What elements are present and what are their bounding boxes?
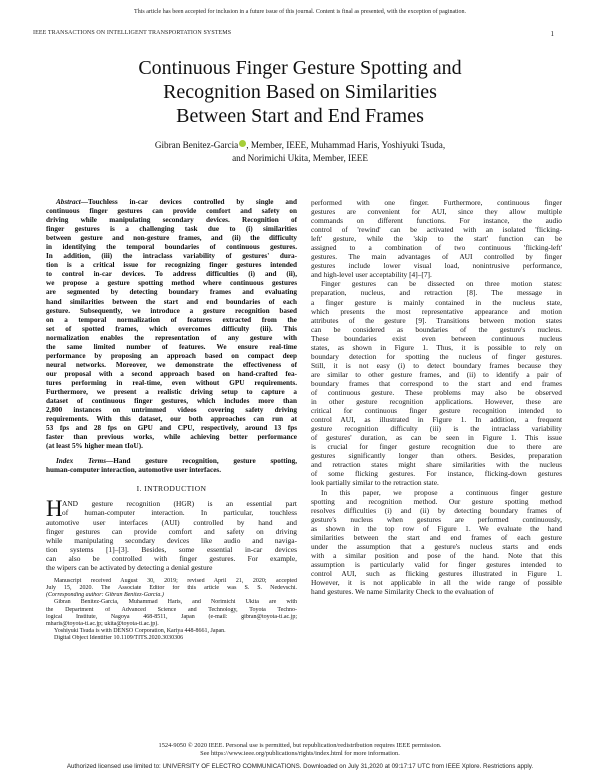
paper-title <box>40 56 560 128</box>
body-paragraph-2 <box>311 279 562 487</box>
abstract-line <box>46 198 297 207</box>
body-line: gesture recognition difficulty (iii) is the intraclass variability <box>311 424 562 434</box>
body-paragraph-1 <box>311 198 562 279</box>
body-line: hand gestures. We name Similarity Check to the evaluation of <box>311 587 494 597</box>
body-line: under the assumption that a gesture's nucleus starts and ends <box>311 541 562 551</box>
body-line: gestures significantly longer than others. Besides, preparation <box>311 451 562 461</box>
abstract-line: set of spotted frames, which overcomes difficulty (iii). This <box>46 324 297 333</box>
body-line: control of 'rewind' can be activated with an isolated 'flicking- <box>311 225 562 235</box>
body-line: of continuous gesture. These problems may also be observed <box>311 387 562 397</box>
body-line: as shown in the top row of Figure 1. We evaluate the hand <box>311 523 562 533</box>
body-paragraph-3 <box>311 488 562 597</box>
author-list <box>40 139 560 165</box>
index-terms <box>46 457 297 475</box>
page-number: 1 <box>550 30 554 38</box>
intro-line: can also be controlled with finger gestures. For example, <box>46 553 297 563</box>
body-line: control AUI, such as flicking gestures illustrated in Figure 1. <box>311 568 562 578</box>
footnote-line: (Corresponding author: Gibran Benitez-Garcia.) <box>46 592 164 599</box>
body-line: commands on different functions. For instance, the audio <box>311 216 562 226</box>
intro-line: automotive user interfaces (AUI) controlled by hand and <box>46 517 297 527</box>
body-line: gestures. The main advantages of AUI controlled by finger <box>311 252 562 262</box>
abstract-line: driving while manipulating secondary devices. Recognition of <box>46 216 297 225</box>
abstract-line: hand similarities between the start and end boundaries of each <box>46 297 297 306</box>
abstract-lead: Abstract <box>56 198 81 206</box>
intro-line: while manipulating secondary devices like audio and naviga- <box>46 535 297 545</box>
footnote-line: mharis@toyota-ti.ac.jp; ukita@toyota-ti.ac.jp). <box>46 621 159 627</box>
body-line: performed with one finger. Furthermore, continuous finger <box>311 198 562 207</box>
abstract-line: on a temporal normalization of features extracted from the <box>46 315 297 324</box>
body-line: left' gesture, while the 'skip to the start' function can be <box>311 234 562 244</box>
body-line: However, it is not applicable in all the wide range of possible <box>311 577 562 587</box>
abstract-line: Furthermore, we present a realistic driving setup to capture a <box>46 387 297 396</box>
abstract-line: between gesture and non-gesture frames, and (ii) the difficulty <box>46 234 297 243</box>
abstract-line: continuous finger gestures can provide comfort and safety on <box>46 207 297 216</box>
body-line: is crucial for finger gesture recognition due to there are <box>311 442 562 452</box>
title-line: Between Start and End Frames <box>176 105 424 127</box>
body-line: gestures are convenient for AUI, since they allow multiple <box>311 207 562 217</box>
body-line: boundary frames that correspond to the start and end frames <box>311 378 562 388</box>
body-line: can be considered as boundaries of the gesture's nucleus. <box>311 324 562 334</box>
abstract-line: (at least 5% higher mean tIoU). <box>46 442 143 451</box>
abstract-line: finger gestures is a challenging task due to (i) similarities <box>46 225 297 234</box>
body-line: of gestures' duration, as can be seen in Figure 1. This issue <box>311 433 562 443</box>
index-terms-lead: Index Terms <box>56 457 107 466</box>
abstract-text: —Touchless in-car devices controlled by single and <box>80 198 297 206</box>
body-line: critical for continuous finger gesture recognition intended to <box>311 406 562 416</box>
body-line: These boundaries exist even between continuous nucleus <box>311 333 562 343</box>
abstract-line: neural networks. Moreover, we demonstrate the effectiveness of <box>46 360 297 369</box>
abstract-line: performance by proposing an approach based on compact deep <box>46 351 297 360</box>
body-line: of some flicking gestures. For instance, flicking-down gestures <box>311 469 562 479</box>
abstract-line: are segmented by detecting boundary frames and evaluating <box>46 288 297 297</box>
author-name: Gibran Benitez-Garcia <box>154 140 239 150</box>
intro-line: finger gestures can provide comfort and safety on driving <box>46 526 297 536</box>
body-line: and retraction states might share similarities with the nucleus <box>311 460 562 470</box>
journal-running-head: IEEE TRANSACTIONS ON INTELLIGENT TRANSPORTATION SYSTEMS <box>33 30 232 36</box>
body-line: states, as shown in Figure 1. Thus, it is possible to rely on <box>311 342 562 352</box>
section-heading-introduction: I. INTRODUCTION <box>136 484 207 494</box>
footnote-line: July 15, 2020. The Associate Editor for this article was S. S. Nedevschi. <box>46 584 297 591</box>
body-line: attributes of the gesture [9]. Transitions between motion states <box>311 315 562 325</box>
title-line: Recognition Based on Similarities <box>163 81 437 103</box>
body-line: In this paper, we propose a continuous finger gesture <box>321 487 562 497</box>
index-terms-line: human-computer interaction, automotive user interfaces. <box>46 466 222 475</box>
footnote-line: Yoshiyuki Tsuda is with DENSO Corporation, Kariya 448-8661, Japan. <box>54 628 226 635</box>
abstract-line: 2,800 instances on untrimmed videos covering safety driving <box>46 406 297 415</box>
author-line-1 <box>40 139 560 152</box>
index-terms-text: —Hand gesture recognition, gesture spotting, <box>106 457 297 466</box>
footnote-line: the Department of Advanced Science and Technology, Toyota Techno- <box>46 606 297 613</box>
intro-line: the wipers can be activated by detecting a denial gesture <box>46 562 213 572</box>
copyright-line: See https://www.ieee.org/publications/rights/index.html for more information. <box>200 750 400 757</box>
abstract-line: we propose a gesture spotting method where continuous gestures <box>46 279 297 288</box>
title-line: Continuous Finger Gesture Spotting and <box>138 57 462 79</box>
footnote-line: Manuscript received August 30, 2019; revised April 21, 2020; accepted <box>54 577 297 584</box>
acceptance-notice: This article has been accepted for inclusion in a future issue of this journal. Content is final as presented, with the exception of pagination. <box>134 9 466 15</box>
abstract-line: in identifying the temporal boundaries of continuous gestures. <box>46 243 297 252</box>
body-line: a finger gesture is mainly contained in the nucleus state, <box>311 297 562 307</box>
abstract-line: dataset of continuous finger gestures, which includes more than <box>46 397 297 406</box>
body-line: are similar to other gesture frames, and (ii) to identify a pair of <box>311 369 562 379</box>
right-column <box>311 198 562 596</box>
abstract-line: our proposal with a second approach based on hand-crafted fea- <box>46 369 297 378</box>
intro-line: AND gesture recognition (HGR) is an essential part <box>62 499 297 509</box>
index-terms-line <box>46 457 297 466</box>
body-line: resolves difficulties (i) and (ii) by detecting boundary frames of <box>311 505 562 515</box>
body-line: look partially similar to the retraction state. <box>311 478 439 488</box>
abstract <box>46 198 297 451</box>
left-column <box>46 198 297 643</box>
body-line: control AUI, as illustrated in Figure 1. In addition, a frequent <box>311 415 562 425</box>
body-line: assigned to a combination of two continuous 'flicking-left' <box>311 243 562 253</box>
body-line: spotting and recognition method. Our gesture spotting method <box>311 496 562 506</box>
introduction-paragraph <box>46 496 297 572</box>
abstract-line: to control in-car devices. To address difficulties (i) and (ii), <box>46 270 297 279</box>
copyright-notice <box>0 742 600 758</box>
intro-line: tion systems [1]–[3]. Besides, some essential in-car devices <box>46 544 297 554</box>
body-line: with a similar position and pose of the hand. Note that this <box>311 550 562 560</box>
footnotes <box>46 578 297 643</box>
abstract-line: normalization enables the representation of any gesture with <box>46 333 297 342</box>
body-line: gesture's nucleus when gestures are performed continuously, <box>311 514 562 524</box>
body-line: and high-level user acceptability [4]–[7]. <box>311 270 432 280</box>
abstract-line: requirements. With this dataset, our both approaches can run at <box>46 415 297 424</box>
abstract-line: 53 fps and 28 fps on GPU and CPU, respectively, around 13 fps <box>46 424 297 433</box>
body-line: similarities between the start and end frames of each gesture <box>311 532 562 542</box>
drop-cap: H <box>46 496 63 522</box>
body-line: Still, it is not easy (i) to detect boundary frames because they <box>311 360 562 370</box>
abstract-line: faster than previous works, while achieving better performance <box>46 433 297 442</box>
footnote-line: Digital Object Identifier 10.1109/TITS.2020.3030306 <box>54 635 184 642</box>
body-line: preparation, nucleus, and retraction [8]. The message in <box>311 288 562 298</box>
footnote-line: Gibran Benitez-Garcia, Muhammad Haris, and Norimichi Ukita are with <box>54 599 297 606</box>
abstract-line: the same limited number of features. We ensure real-time <box>46 342 297 351</box>
abstract-line: In addition, (iii) the intraclass variability of gestures' dura- <box>46 252 297 261</box>
body-line: gestures include lower visual load, nonintrusive performance, <box>311 261 562 271</box>
abstract-line: tures performing in real-time, even without GPU requirements. <box>46 378 297 387</box>
author-line-2: and Norimichi Ukita, Member, IEEE <box>232 153 368 163</box>
body-line: boundary detection for spotting the nucleus of finger gestures. <box>311 351 562 361</box>
body-line: assumption is particularly valid for finger gestures intended to <box>311 559 562 569</box>
footnote-line: logical Institute, Nagoya 468-8511, Japan (e-mail: gibran@toyota-ti.ac.jp; <box>46 613 297 620</box>
body-line: Finger gestures can be dissected on three motion states: <box>321 279 562 289</box>
abstract-line: gesture. Subsequently, we introduce a gesture recognition based <box>46 306 297 315</box>
intro-line: of human-computer interaction. In particular, touchless <box>62 508 297 518</box>
author-line-rest: , Member, IEEE, Muhammad Haris, Yoshiyuki Tsuda, <box>246 140 446 150</box>
copyright-line: 1524-9050 © 2020 IEEE. Personal use is permitted, but republication/redistribution requires IEEE permission. <box>158 742 442 749</box>
license-notice: Authorized licensed use limited to: UNIVERSITY OF ELECTRO COMMUNICATIONS. Downloaded on July 31,2020 at 09:17:17 UTC from IEEE Xplore. Restrictions apply. <box>66 763 534 770</box>
abstract-line: tion is a critical issue for recognizing finger gestures intended <box>46 261 297 270</box>
body-line: which presents the most representative appearance and motion <box>311 306 562 316</box>
body-line: in other gesture recognition applications. However, these are <box>311 397 562 407</box>
